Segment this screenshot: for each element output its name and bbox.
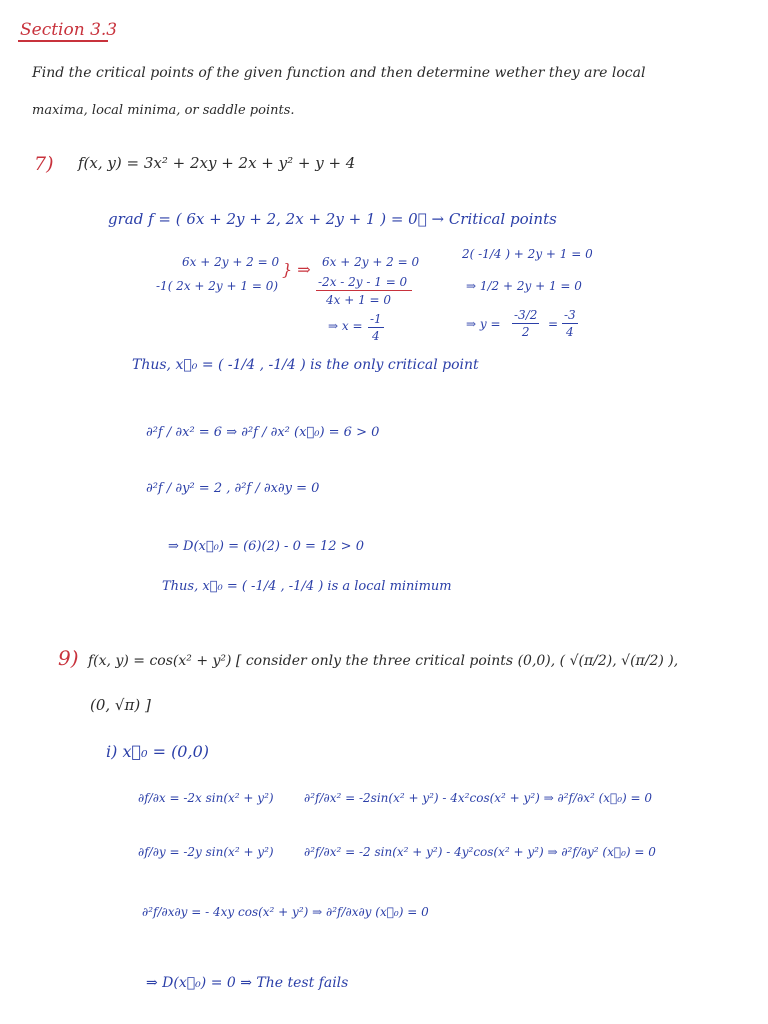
y-den-1: 2 xyxy=(521,325,530,339)
test-conclusion: ⇒ D(x⃗₀) = 0 ⇒ The test fails xyxy=(146,975,349,991)
y-result-fraction-1 xyxy=(512,308,539,339)
title-underline xyxy=(18,40,108,42)
system-left-eq-1: 6x + 2y + 2 = 0 xyxy=(182,255,280,269)
second-derivative-x: ∂²f / ∂x² = 6 ⇒ ∂²f / ∂x² (x⃗₀) = 6 > 0 xyxy=(146,425,380,440)
thus-local-minimum: Thus, x⃗₀ = ( -1/4 , -1/4 ) is a local minimum xyxy=(162,579,452,594)
x-den: 4 xyxy=(372,329,380,343)
equals-sign: = xyxy=(548,317,559,331)
y-result-label: ⇒ y = xyxy=(466,317,501,331)
first-derivative-y: ∂f/∂y = -2y sin(x² + y²) xyxy=(138,845,274,859)
section-title: Section 3.3 xyxy=(20,20,118,40)
x-num: -1 xyxy=(370,312,382,326)
x-result-label: ⇒ x = xyxy=(328,319,363,333)
instructions-line-1: Find the critical points of the given function and then determine wether they are local xyxy=(32,65,646,81)
y-den-2: 4 xyxy=(566,325,574,339)
system-mid-eq-2: -2x - 2y - 1 = 0 xyxy=(318,275,408,289)
mixed-derivative: ∂²f/∂x∂y = - 4xy cos(x² + y²) ⇒ ∂²f/∂x∂y (x⃗₀) = 0 xyxy=(142,905,429,919)
x-result-fraction xyxy=(368,312,384,343)
second-derivative-yy: ∂²f/∂x² = -2 sin(x² + y²) - 4y²cos(x² + y²) ⇒ ∂²f/∂y² (x⃗₀) = 0 xyxy=(304,845,656,859)
system-left-eq-2: -1( 2x + 2y + 1 = 0) xyxy=(156,279,279,293)
second-derivative-xx: ∂²f/∂x² = -2sin(x² + y²) - 4x²cos(x² + y²) ⇒ ∂²f/∂x² (x⃗₀) = 0 xyxy=(304,791,653,805)
system-sum-line xyxy=(316,290,412,291)
y-num-2: -3 xyxy=(564,308,576,322)
problem-9-number: 9) xyxy=(58,646,79,670)
right-eq-1: 2( -1/4 ) + 2y + 1 = 0 xyxy=(462,247,593,261)
first-derivative-x: ∂f/∂x = -2x sin(x² + y²) xyxy=(138,791,274,805)
right-eq-2: ⇒ 1/2 + 2y + 1 = 0 xyxy=(466,279,582,293)
second-derivative-y: ∂²f / ∂y² = 2 , ∂²f / ∂x∂y = 0 xyxy=(146,481,320,496)
y-num-1: -3/2 xyxy=(514,308,538,322)
system-mid-eq-3: 4x + 1 = 0 xyxy=(326,293,392,307)
instructions-line-2: maxima, local minima, or saddle points. xyxy=(32,103,295,118)
problem-9-function: f(x, y) = cos(x² + y²) [ consider only the three critical points (0,0), ( √(π/2), √(π/2) ), xyxy=(88,653,679,669)
thus-critical-point: Thus, x⃗₀ = ( -1/4 , -1/4 ) is the only critical point xyxy=(132,357,479,373)
determinant-line: ⇒ D(x⃗₀) = (6)(2) - 0 = 12 > 0 xyxy=(168,539,364,554)
problem-7-function: f(x, y) = 3x² + 2xy + 2x + y² + y + 4 xyxy=(78,154,356,172)
system-arrow: } ⇒ xyxy=(282,260,311,279)
system-mid-eq-1: 6x + 2y + 2 = 0 xyxy=(322,255,420,269)
y-result-fraction-2 xyxy=(562,308,578,339)
problem-9-function-continued: (0, √π) ] xyxy=(90,696,151,714)
problem-7-number: 7) xyxy=(34,153,54,175)
gradient-line: grad f = ( 6x + 2y + 2, 2x + 2y + 1 ) = 0⃗ → Critical points xyxy=(108,210,557,228)
case-i-label: i) x⃗₀ = (0,0) xyxy=(106,742,209,761)
